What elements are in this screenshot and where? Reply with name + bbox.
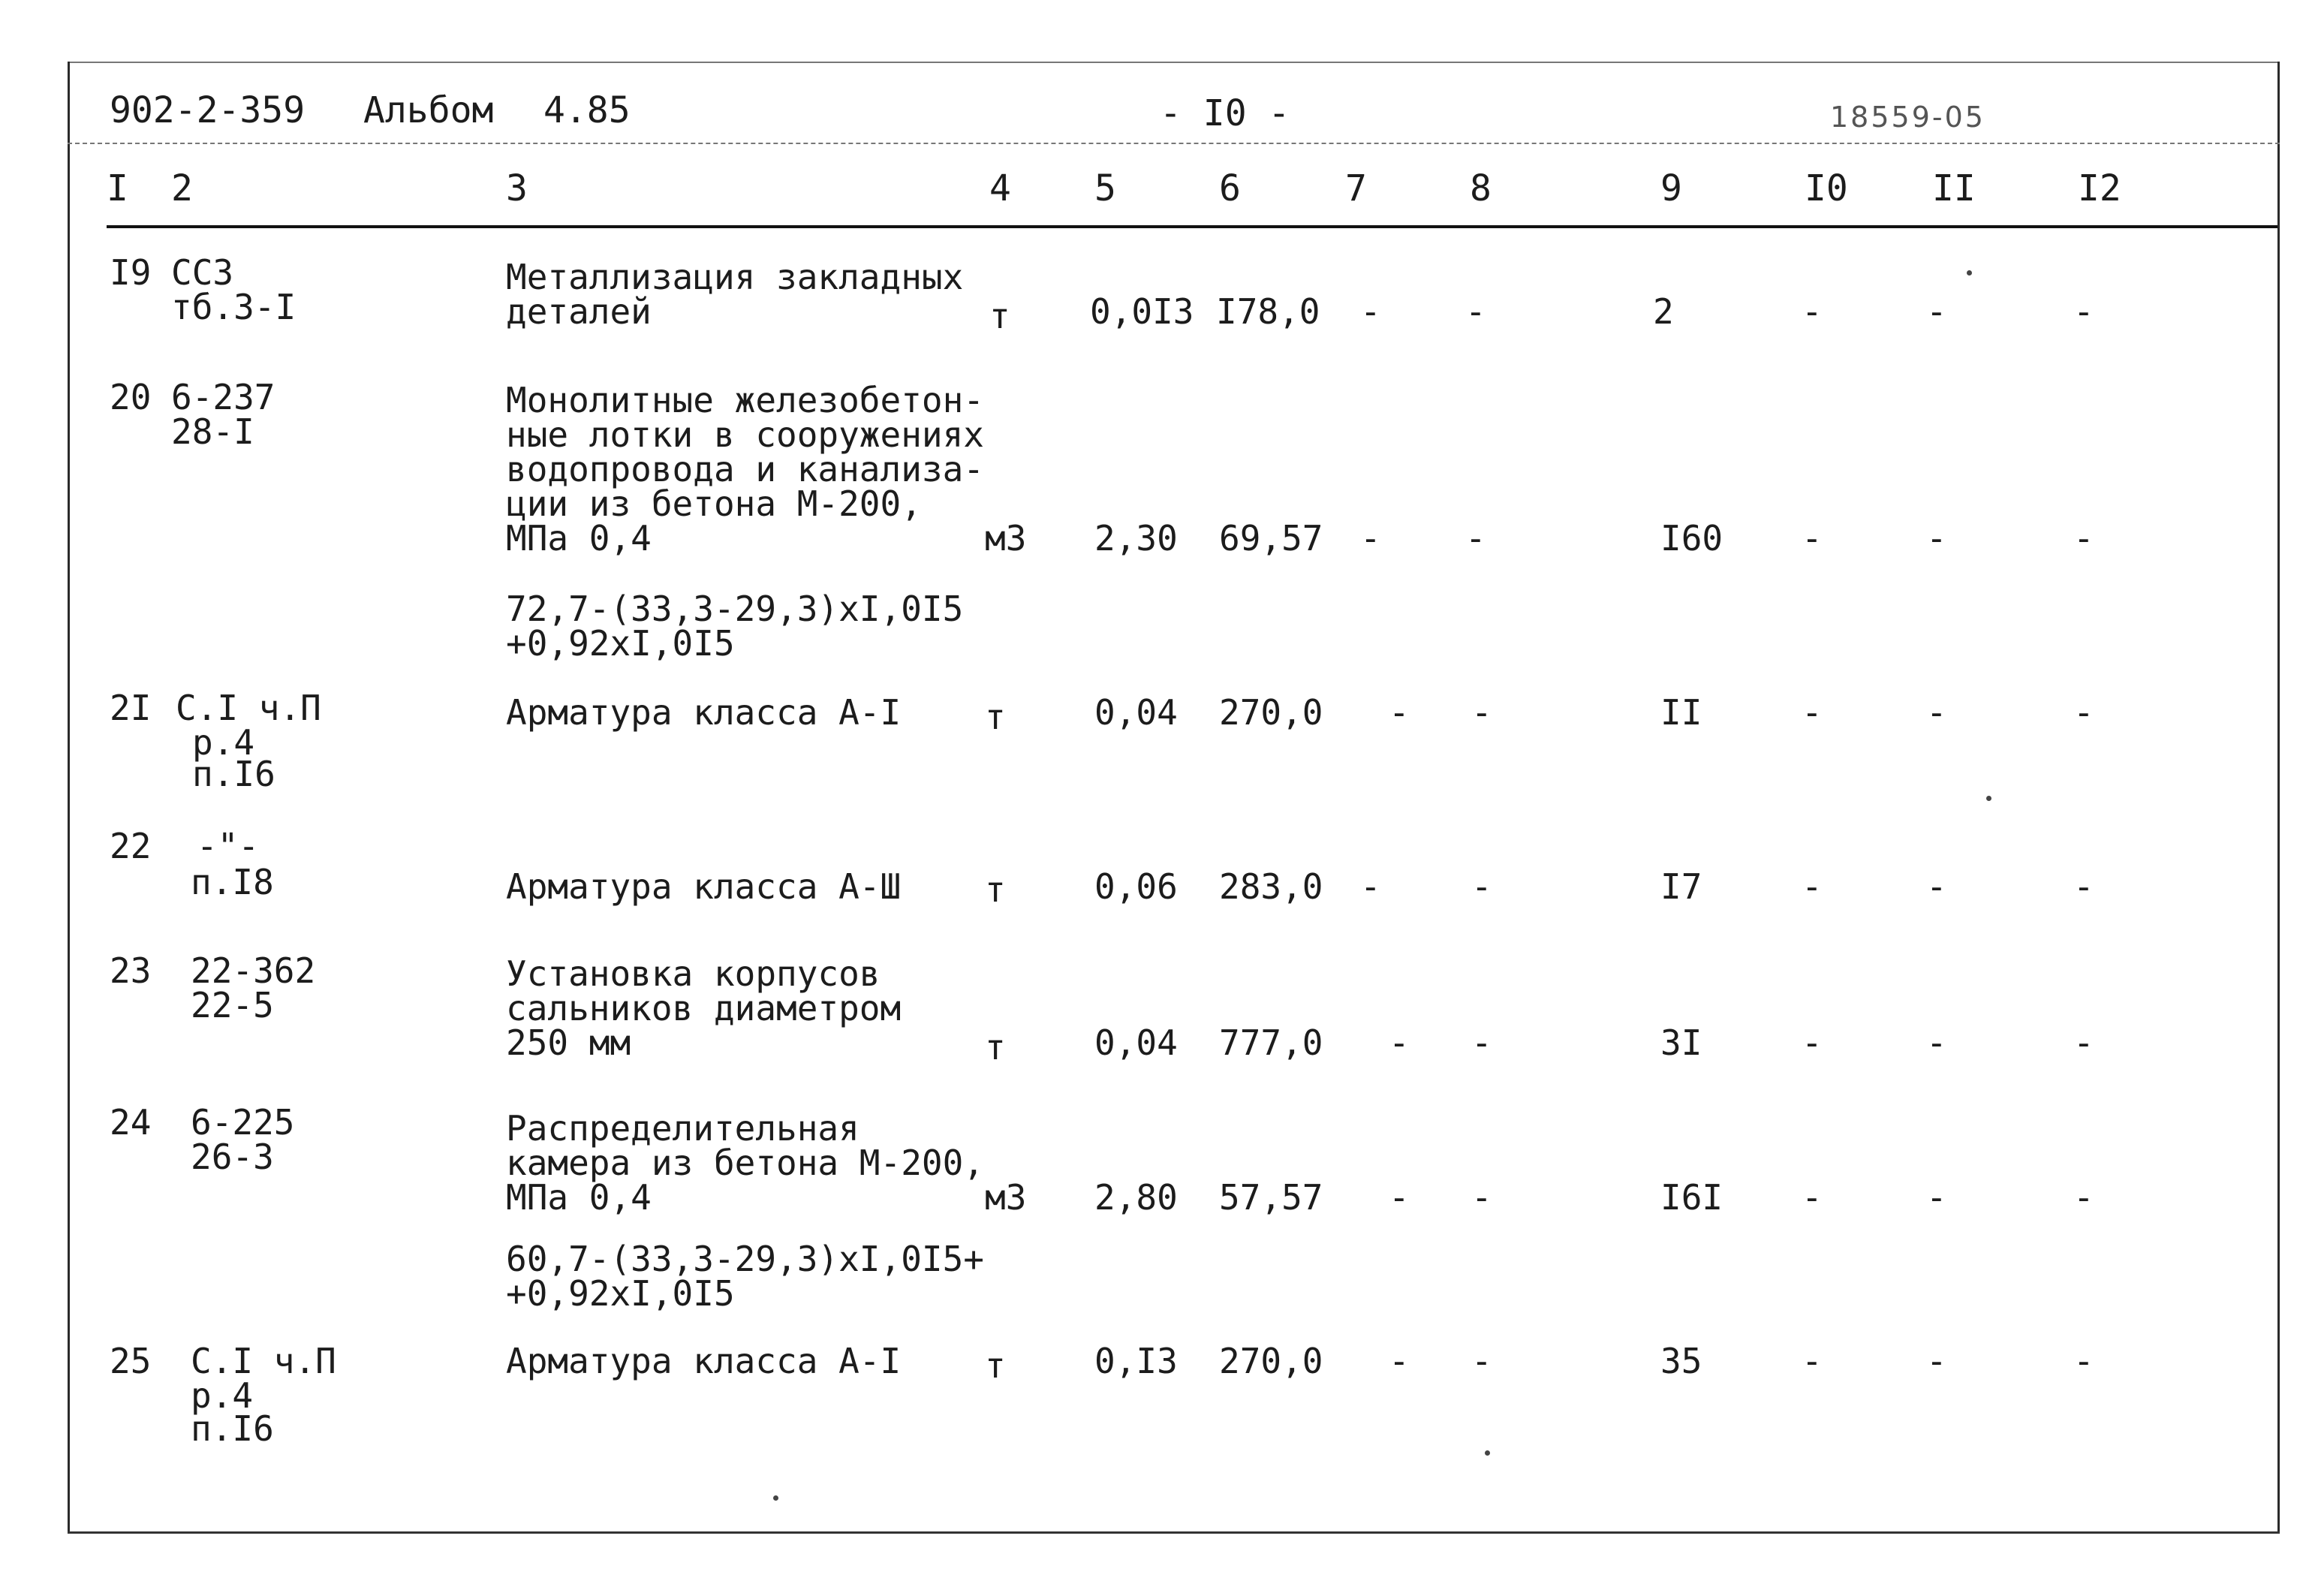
- cell-col12: -: [2073, 866, 2094, 907]
- work-description: МПа 0,4: [506, 518, 652, 559]
- column-number: 6: [1219, 167, 1241, 209]
- row-number: 25: [110, 1341, 152, 1381]
- unit-price: 69,57: [1219, 518, 1323, 559]
- norm-reference: ССЗ: [171, 252, 234, 293]
- cell-col9: 3I: [1660, 1022, 1702, 1063]
- row-number: 22: [110, 826, 152, 866]
- cell-col7: -: [1389, 692, 1410, 733]
- work-description: Металлизация закладных: [506, 257, 964, 297]
- work-description: Арматура класса А-Ш: [506, 866, 902, 907]
- unit: м3: [985, 518, 1027, 559]
- cell-col8: -: [1471, 1341, 1492, 1381]
- cell-col12: -: [2073, 692, 2094, 733]
- cell-col7: -: [1360, 518, 1381, 559]
- norm-reference: 26-3: [191, 1137, 274, 1177]
- column-number: I0: [1805, 167, 1848, 209]
- unit-price: 270,0: [1219, 692, 1323, 733]
- scan-speck: [1485, 1450, 1490, 1456]
- cell-col9: I7: [1660, 866, 1702, 907]
- cell-col11: -: [1926, 518, 1947, 559]
- norm-reference: 6-225: [191, 1102, 295, 1143]
- cell-col10: -: [1802, 1341, 1823, 1381]
- work-description: камера из бетона М-200,: [506, 1143, 984, 1183]
- calculation-formula: 72,7-(33,3-29,3)xI,0I5: [506, 589, 964, 629]
- cell-col10: -: [1802, 692, 1823, 733]
- column-number: 8: [1470, 167, 1492, 209]
- norm-reference: 22-5: [191, 985, 274, 1025]
- cell-col10: -: [1802, 1177, 1823, 1218]
- cell-col8: -: [1465, 518, 1486, 559]
- norm-reference: С.I ч.П: [191, 1341, 336, 1381]
- norm-reference: -"-: [197, 826, 260, 866]
- work-description: Арматура класса А-I: [506, 692, 902, 733]
- album-label: Альбом: [363, 89, 494, 131]
- cell-col9: I60: [1660, 518, 1723, 559]
- quantity: 0,04: [1094, 1022, 1178, 1063]
- cell-col9: 2: [1653, 291, 1674, 332]
- cell-col7: -: [1360, 291, 1381, 332]
- page-number: - I0 -: [1160, 92, 1290, 134]
- cell-col7: -: [1389, 1177, 1410, 1218]
- work-description: Арматура класса А-I: [506, 1341, 902, 1381]
- frame-left-border: [68, 62, 70, 1533]
- cell-col11: -: [1926, 291, 1947, 332]
- work-description: МПа 0,4: [506, 1177, 652, 1218]
- norm-reference: п.I6: [191, 1408, 274, 1449]
- frame-bottom-border: [68, 1531, 2280, 1534]
- quantity: 0,I3: [1094, 1341, 1178, 1381]
- archive-stamp: 18559-05: [1830, 101, 1985, 134]
- work-description: сальников диаметром: [506, 988, 902, 1028]
- cell-col12: -: [2073, 1177, 2094, 1218]
- cell-col11: -: [1926, 1022, 1947, 1063]
- cell-col10: -: [1802, 291, 1823, 332]
- row-number: I9: [110, 252, 152, 293]
- scan-speck: [773, 1495, 778, 1501]
- cell-col11: -: [1926, 1341, 1947, 1381]
- unit-price: 283,0: [1219, 866, 1323, 907]
- quantity: 0,06: [1094, 866, 1178, 907]
- work-description: ные лотки в сооружениях: [506, 414, 984, 455]
- row-number: 24: [110, 1102, 152, 1143]
- unit: м3: [985, 1177, 1027, 1218]
- frame-top-border: [68, 62, 2280, 63]
- norm-reference: 28-I: [171, 411, 254, 452]
- column-number: 4: [989, 167, 1011, 209]
- unit-price: 57,57: [1219, 1177, 1323, 1218]
- unit: т: [985, 869, 1006, 910]
- header-divider: [68, 143, 2280, 144]
- cell-col7: -: [1360, 866, 1381, 907]
- cell-col9: II: [1660, 692, 1702, 733]
- cell-col7: -: [1389, 1022, 1410, 1063]
- scan-speck: [1967, 270, 1972, 276]
- work-description: Установка корпусов: [506, 953, 881, 994]
- column-number: I2: [2078, 167, 2121, 209]
- unit: т: [985, 1027, 1006, 1068]
- work-description: Монолитные железобетон-: [506, 380, 984, 420]
- column-number: 7: [1345, 167, 1367, 209]
- cell-col7: -: [1389, 1341, 1410, 1381]
- row-number: 2I: [110, 688, 152, 728]
- cell-col11: -: [1926, 692, 1947, 733]
- unit: т: [989, 296, 1010, 336]
- unit-price: I78,0: [1216, 291, 1320, 332]
- norm-reference: п.I6: [192, 754, 275, 794]
- cell-col10: -: [1802, 518, 1823, 559]
- work-description: 250 мм: [506, 1022, 631, 1063]
- cell-col12: -: [2073, 518, 2094, 559]
- column-header-divider: [107, 225, 2277, 228]
- scan-speck: [1986, 796, 1991, 801]
- cell-col8: -: [1471, 866, 1492, 907]
- cell-col8: -: [1471, 1177, 1492, 1218]
- quantity: 0,04: [1094, 692, 1178, 733]
- cell-col8: -: [1465, 291, 1486, 332]
- column-number: 9: [1660, 167, 1682, 209]
- quantity: 2,30: [1094, 518, 1178, 559]
- norm-reference: п.I8: [191, 862, 274, 902]
- norm-reference: С.I ч.П: [176, 688, 321, 728]
- cell-col8: -: [1471, 1022, 1492, 1063]
- column-number: II: [1932, 167, 1976, 209]
- cell-col9: I6I: [1660, 1177, 1723, 1218]
- work-description: ции из бетона М-200,: [506, 483, 922, 524]
- column-number: 3: [506, 167, 528, 209]
- calculation-formula: +0,92xI,0I5: [506, 623, 735, 664]
- norm-reference: р.4: [191, 1375, 254, 1416]
- row-number: 23: [110, 950, 152, 991]
- calculation-formula: 60,7-(33,3-29,3)xI,0I5+: [506, 1239, 984, 1279]
- work-description: деталей: [506, 291, 652, 332]
- norm-reference: 6-237: [171, 377, 275, 417]
- unit: т: [985, 697, 1006, 737]
- work-description: водопровода и канализа-: [506, 449, 984, 489]
- cell-col12: -: [2073, 291, 2094, 332]
- frame-right-border: [2277, 62, 2280, 1533]
- column-number: 2: [171, 167, 193, 209]
- unit-price: 777,0: [1219, 1022, 1323, 1063]
- cell-col12: -: [2073, 1022, 2094, 1063]
- norm-reference: р.4: [192, 722, 255, 763]
- column-number: I: [107, 167, 128, 209]
- cell-col12: -: [2073, 1341, 2094, 1381]
- document-code: 902-2-359: [110, 89, 306, 131]
- row-number: 20: [110, 377, 152, 417]
- norm-reference: тб.3-I: [171, 287, 297, 327]
- unit: т: [985, 1345, 1006, 1386]
- album-number: 4.85: [543, 89, 631, 131]
- calculation-formula: +0,92xI,0I5: [506, 1273, 735, 1314]
- norm-reference: 22-362: [191, 950, 316, 991]
- quantity: 0,0I3: [1090, 291, 1194, 332]
- cell-col10: -: [1802, 866, 1823, 907]
- cell-col8: -: [1471, 692, 1492, 733]
- cell-col11: -: [1926, 866, 1947, 907]
- quantity: 2,80: [1094, 1177, 1178, 1218]
- cell-col11: -: [1926, 1177, 1947, 1218]
- cell-col9: 35: [1660, 1341, 1702, 1381]
- cell-col10: -: [1802, 1022, 1823, 1063]
- work-description: Распределительная: [506, 1108, 859, 1149]
- column-number: 5: [1094, 167, 1116, 209]
- unit-price: 270,0: [1219, 1341, 1323, 1381]
